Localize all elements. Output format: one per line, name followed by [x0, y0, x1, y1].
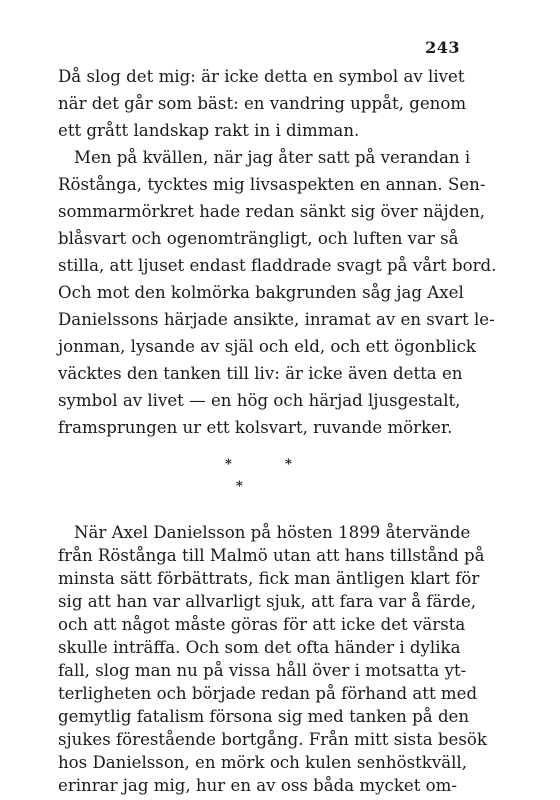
text-line: symbol av livet — en hög och härjad ljusgestalt,: [58, 391, 461, 410]
text-line: framsprungen ur ett kolsvart, ruvande mörker.: [58, 418, 453, 437]
text-line: ett grått landskap rakt in i dimman.: [58, 121, 360, 140]
text-line: blåsvart och ogenomträngligt, och luften var så: [58, 229, 459, 248]
text-line: stilla, att ljuset endast fladdrade svagt på vårt bord.: [58, 256, 497, 275]
text-line: När Axel Danielsson på hösten 1899 återvände: [74, 523, 471, 542]
text-line: gemytlig fatalism försona sig med tanken på den: [58, 707, 470, 726]
text-line: och att något måste göras för att icke det värsta: [58, 615, 466, 634]
text-line: Då slog det mig: är icke detta en symbol av livet: [58, 67, 465, 86]
text-line: Men på kvällen, när jag åter satt på verandan i: [74, 148, 471, 167]
text-line: jonman, lysande av själ och eld, och ett ögonblick: [58, 337, 476, 356]
text-line: sjukes förestående bortgång. Från mitt sista besök: [58, 730, 487, 749]
text-line: fall, slog man nu på vissa håll över i motsatta yt-: [58, 661, 467, 680]
text-line: väcktes den tanken till liv: är icke även detta en: [58, 364, 463, 383]
text-line: Danielssons härjade ansikte, inramat av en svart le-: [58, 310, 495, 329]
text-line: sommarmörkret hade redan sänkt sig över näjden,: [58, 202, 486, 221]
text-line: från Röstånga till Malmö utan att hans tillstånd på: [58, 546, 485, 565]
text-line: när det går som bäst: en vandring uppåt, genom: [58, 94, 467, 113]
text-line: skulle inträffa. Och som det ofta händer i dylika: [58, 638, 461, 657]
text-line: hos Danielsson, en mörk och kulen senhöstkväll,: [58, 753, 467, 772]
text-line: sig att han var allvarligt sjuk, att fara var å färde,: [58, 592, 477, 611]
section-break-asterisk: *: [225, 457, 232, 472]
section-break-asterisk: *: [285, 457, 292, 472]
text-line: erinrar jag mig, hur en av oss båda mycket om-: [58, 776, 457, 795]
section-break-asterisk: *: [236, 479, 243, 494]
page-number: 243: [425, 38, 460, 57]
text-line: minsta sätt förbättrats, fick man äntligen klart för: [58, 569, 480, 588]
text-line: Röstånga, tycktes mig livsaspekten en annan. Sen-: [58, 175, 486, 194]
text-line: terligheten och började redan på förhand att med: [58, 684, 478, 703]
text-line: Och mot den kolmörka bakgrunden såg jag Axel: [58, 283, 464, 302]
